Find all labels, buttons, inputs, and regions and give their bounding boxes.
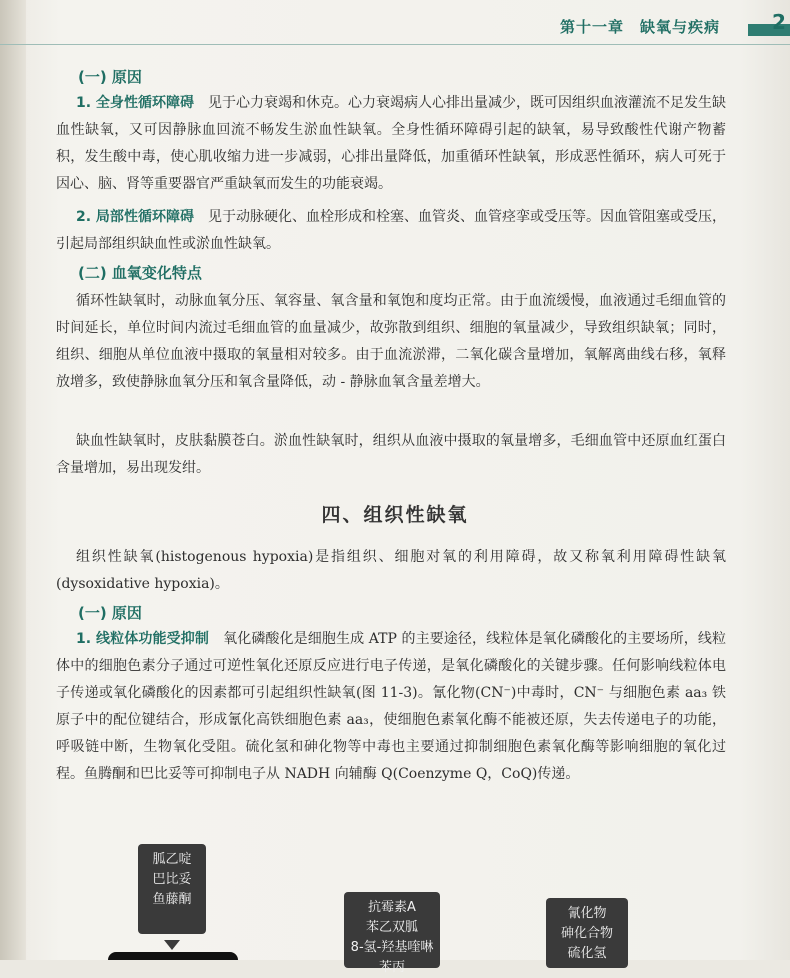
- paragraph-skin-color: 缺血性缺氧时，皮肤黏膜苍白。淤血性缺氧时，组织从血液中摄取的氧量增多，毛细血管中还原血红蛋白含量增加，易出现发绀。: [56, 433, 726, 476]
- figure-complex-shape: [108, 952, 238, 960]
- book-spine-shadow: [0, 0, 26, 960]
- paragraph-lead: 2. 局部性循环障碍: [76, 209, 194, 225]
- figure-inhibitor-box-2: [344, 892, 440, 975]
- section-heading-blood-oxygen: (二) 血氧变化特点: [78, 264, 202, 282]
- inhibitor-label: 苯丙: [378, 960, 405, 975]
- paragraph-lead: 1. 全身性循环障碍: [76, 95, 194, 111]
- inhibitor-label: 胍乙啶: [152, 852, 192, 867]
- inhibitor-label: 苯乙双胍: [365, 920, 418, 935]
- header-rule: [0, 44, 790, 45]
- chapter-section-title: 四、组织性缺氧: [321, 504, 469, 526]
- inhibitor-label: 鱼藤酮: [152, 892, 192, 907]
- figure-inhibitor-box-1: [138, 844, 206, 934]
- inhibitor-label: 8-氢-羟基喹啉: [350, 940, 434, 955]
- running-header-chapter: 第十一章 缺氧与疾病: [560, 18, 721, 36]
- paragraph-lead: 1. 线粒体功能受抑制: [76, 631, 209, 647]
- figure-inhibitor-box-3: [546, 898, 628, 968]
- inhibitor-label: 抗霉素A: [368, 900, 416, 915]
- section-heading-cause: (一) 原因: [78, 68, 142, 86]
- paragraph-text: 见于心力衰竭和休克。心力衰竭病人心排出量减少，既可因组织血液灌流不足发生缺血性缺氧，又可因静脉血回流不畅发生淤血性缺氧。全身性循环障碍引起的缺氧，易导致酸性代谢产物蓄积，发生酸中毒，使心肌收缩力进一步减弱，心排出量降低，加重循环性缺氧，形成恶性循环，病人可死于因心、脑、肾等重要器官严重缺氧而发生的功能衰竭。: [56, 95, 727, 192]
- paragraph-mitochondria: [56, 626, 726, 788]
- figure-arrow-down-icon: [164, 940, 180, 950]
- paragraph-text: 见于动脉硬化、血栓形成和栓塞、血管炎、血管痉挛或受压等。因血管阻塞或受压，引起局部组织缺血性或淤血性缺氧。: [56, 209, 727, 252]
- paragraph-systemic-circulation: [56, 90, 726, 198]
- inhibitor-label: 巴比妥: [152, 872, 192, 887]
- page-number: 2: [772, 10, 786, 34]
- paragraph-blood-oxygen-features: 循环性缺氧时，动脉血氧分压、氧容量、氧含量和氧饱和度均正常。由于血流缓慢，血液通过毛细血管的时间延长，单位时间内流过毛细血管的血量减少，故弥散到组织、细胞的氧量减少，导致组织缺氧；同时，组织、细胞从单位血液中摄取的氧量相对较多。由于血流淤滞，二氧化碳含量增加，氧解离曲线右移，氧释放增多，致使静脉血氧分压和氧含量降低，动 - 静脉血氧含量差增大。: [56, 293, 726, 390]
- paragraph-local-circulation: [56, 204, 726, 258]
- paragraph-definition: 组织性缺氧(histogenous hypoxia)是指组织、细胞对氧的利用障碍，故又称氧利用障碍性缺氧(dysoxidative hypoxia)。: [56, 549, 726, 592]
- inhibitor-label: 氰化物: [567, 906, 607, 921]
- inhibitor-label: 砷化合物: [560, 926, 613, 941]
- section-heading-cause-2: (一) 原因: [78, 604, 142, 622]
- inhibitor-label: 硫化氢: [567, 946, 607, 961]
- paragraph-text: 氧化磷酸化是细胞生成 ATP 的主要途径，线粒体是氧化磷酸化的主要场所，线粒体中的细胞色素分子通过可逆性氧化还原反应进行电子传递，是氧化磷酸化的关键步骤。任何影响线粒体电子传递或氧化磷酸化的因素都可引起组织性缺氧(图 11-3)。氰化物(CN⁻)中毒时，CN⁻ 与细胞色素 aa₃ 铁原子中的配位键结合，形成氰化高铁细胞色素 aa₃，使细胞色素氧化酶不能被还原，失去传递电子的功能，呼吸链中断，生物氧化受阻。硫化氢和砷化物等中毒也主要通过抑制细胞色素氧化酶等影响细胞的氧化过程。鱼腾酮和巴比妥等可抑制电子从 NADH 向辅酶 Q(Coenzyme Q，CoQ)传递。: [56, 631, 726, 782]
